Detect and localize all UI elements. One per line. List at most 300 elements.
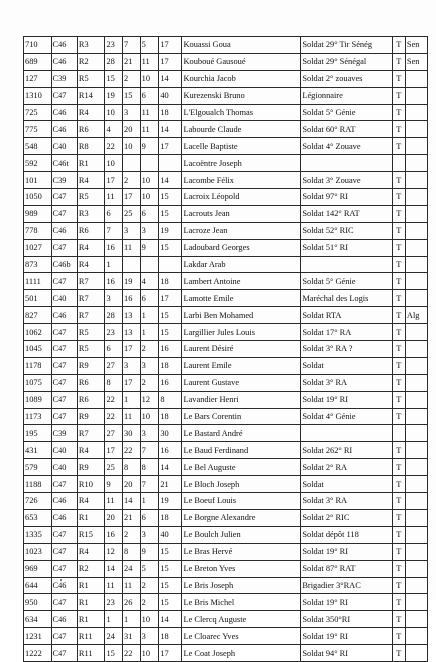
row-code-cell: R4 bbox=[77, 493, 105, 510]
margin-speck bbox=[60, 579, 62, 581]
grave-number-cell: 1045 bbox=[24, 341, 52, 358]
rank-unit-cell: Soldat 29° Sénégal bbox=[301, 53, 392, 70]
origin-code-cell bbox=[405, 189, 427, 206]
cemetery-code-cell: C47 bbox=[51, 645, 77, 662]
col-a-cell: 16 bbox=[105, 273, 123, 290]
col-b-cell: 2 bbox=[123, 526, 141, 543]
grave-number-cell: 579 bbox=[24, 459, 52, 476]
cemetery-code-cell: C40 bbox=[51, 442, 77, 459]
col-a-cell: 3 bbox=[105, 290, 123, 307]
col-c-cell: 11 bbox=[140, 104, 159, 121]
grave-number-cell: 726 bbox=[24, 493, 52, 510]
col-c-cell: 10 bbox=[140, 408, 159, 425]
col-d-cell: 14 bbox=[159, 459, 182, 476]
soldier-name-cell: Labourde Claude bbox=[182, 121, 301, 138]
cemetery-code-cell: C46b bbox=[51, 256, 77, 273]
col-d-cell: 15 bbox=[159, 560, 182, 577]
origin-code-cell bbox=[405, 594, 427, 611]
col-b-cell: 8 bbox=[123, 459, 141, 476]
col-b-cell: 22 bbox=[123, 645, 141, 662]
table-row bbox=[24, 509, 428, 526]
col-a-cell: 23 bbox=[105, 594, 123, 611]
status-code-cell: T bbox=[392, 391, 405, 408]
col-d-cell: 19 bbox=[159, 222, 182, 239]
cemetery-code-cell: C39 bbox=[51, 425, 77, 442]
col-d-cell: 17 bbox=[159, 53, 182, 70]
col-c-cell: 6 bbox=[140, 87, 159, 104]
col-b-cell: 3 bbox=[123, 222, 141, 239]
col-a-cell: 22 bbox=[105, 138, 123, 155]
origin-code-cell bbox=[405, 155, 427, 172]
table-row bbox=[24, 138, 428, 155]
grave-number-cell: 501 bbox=[24, 290, 52, 307]
soldier-name-cell: Kouassi Goua bbox=[182, 37, 301, 54]
row-code-cell: R2 bbox=[77, 53, 105, 70]
row-code-cell: R11 bbox=[77, 645, 105, 662]
status-code-cell: T bbox=[392, 189, 405, 206]
table-row bbox=[24, 408, 428, 425]
col-a-cell: 11 bbox=[105, 189, 123, 206]
soldier-name-cell: Lacombe Félix bbox=[182, 172, 301, 189]
col-a-cell: 12 bbox=[105, 543, 123, 560]
status-code-cell bbox=[392, 155, 405, 172]
col-d-cell: 15 bbox=[159, 205, 182, 222]
col-c-cell: 3 bbox=[140, 357, 159, 374]
table-row bbox=[24, 37, 428, 54]
grave-number-cell: 775 bbox=[24, 121, 52, 138]
col-d-cell bbox=[159, 256, 182, 273]
origin-code-cell: Alg bbox=[405, 307, 427, 324]
grave-number-cell: 101 bbox=[24, 172, 52, 189]
rank-unit-cell bbox=[301, 155, 392, 172]
status-code-cell: T bbox=[392, 526, 405, 543]
origin-code-cell bbox=[405, 172, 427, 189]
status-code-cell: T bbox=[392, 205, 405, 222]
origin-code-cell bbox=[405, 543, 427, 560]
origin-code-cell bbox=[405, 121, 427, 138]
col-d-cell: 17 bbox=[159, 645, 182, 662]
row-code-cell: R2 bbox=[77, 560, 105, 577]
origin-code-cell bbox=[405, 324, 427, 341]
cemetery-code-cell: C46 bbox=[51, 577, 77, 594]
row-code-cell: R6 bbox=[77, 121, 105, 138]
origin-code-cell bbox=[405, 357, 427, 374]
table-row bbox=[24, 442, 428, 459]
status-code-cell: T bbox=[392, 476, 405, 493]
cemetery-code-cell: C46 bbox=[51, 37, 77, 54]
cemetery-code-cell: C40 bbox=[51, 290, 77, 307]
col-d-cell: 18 bbox=[159, 104, 182, 121]
status-code-cell: T bbox=[392, 594, 405, 611]
origin-code-cell bbox=[405, 442, 427, 459]
col-d-cell: 40 bbox=[159, 526, 182, 543]
rank-unit-cell: Soldat 2° RA bbox=[301, 459, 392, 476]
cemetery-code-cell: C46 bbox=[51, 493, 77, 510]
row-code-cell: R4 bbox=[77, 543, 105, 560]
soldier-name-cell: Laurent Gustave bbox=[182, 374, 301, 391]
row-code-cell: R15 bbox=[77, 526, 105, 543]
col-b-cell: 25 bbox=[123, 205, 141, 222]
cemetery-code-cell: C40 bbox=[51, 459, 77, 476]
grave-number-cell: 827 bbox=[24, 307, 52, 324]
rank-unit-cell: Soldat 3° RA bbox=[301, 493, 392, 510]
col-b-cell: 10 bbox=[123, 138, 141, 155]
soldier-name-cell: Le Bastard André bbox=[182, 425, 301, 442]
col-c-cell: 3 bbox=[140, 222, 159, 239]
col-a-cell: 22 bbox=[105, 391, 123, 408]
table-row bbox=[24, 70, 428, 87]
grave-number-cell: 644 bbox=[24, 577, 52, 594]
soldier-name-cell: Lacroix Léopold bbox=[182, 189, 301, 206]
status-code-cell: T bbox=[392, 324, 405, 341]
rank-unit-cell: Soldat 5° Génie bbox=[301, 104, 392, 121]
origin-code-cell bbox=[405, 290, 427, 307]
grave-number-cell: 1178 bbox=[24, 357, 52, 374]
register-rows bbox=[24, 37, 428, 662]
row-code-cell: R8 bbox=[77, 138, 105, 155]
soldier-name-cell: Le Bloch Joseph bbox=[182, 476, 301, 493]
col-b-cell: 21 bbox=[123, 53, 141, 70]
status-code-cell: T bbox=[392, 222, 405, 239]
soldier-name-cell: Lavandier Henri bbox=[182, 391, 301, 408]
col-b-cell: 26 bbox=[123, 594, 141, 611]
cemetery-code-cell: C47 bbox=[51, 391, 77, 408]
rank-unit-cell: Soldat 17° RA bbox=[301, 324, 392, 341]
col-d-cell: 18 bbox=[159, 273, 182, 290]
rank-unit-cell: Soldat 2° zouaves bbox=[301, 70, 392, 87]
row-code-cell: R4 bbox=[77, 442, 105, 459]
grave-number-cell: 689 bbox=[24, 53, 52, 70]
col-d-cell: 17 bbox=[159, 290, 182, 307]
col-a-cell: 16 bbox=[105, 526, 123, 543]
soldier-name-cell: Kourchia Jacob bbox=[182, 70, 301, 87]
row-code-cell: R14 bbox=[77, 87, 105, 104]
soldier-name-cell: Lacroze Jean bbox=[182, 222, 301, 239]
grave-number-cell: 1027 bbox=[24, 239, 52, 256]
col-c-cell: 9 bbox=[140, 138, 159, 155]
col-b-cell: 1 bbox=[123, 611, 141, 628]
col-c-cell: 5 bbox=[140, 560, 159, 577]
row-code-cell: R3 bbox=[77, 37, 105, 54]
status-code-cell: T bbox=[392, 408, 405, 425]
col-c-cell: 7 bbox=[140, 476, 159, 493]
table-row bbox=[24, 172, 428, 189]
origin-code-cell bbox=[405, 239, 427, 256]
col-c-cell: 10 bbox=[140, 70, 159, 87]
rank-unit-cell: Soldat 350°RI bbox=[301, 611, 392, 628]
grave-number-cell: 653 bbox=[24, 509, 52, 526]
cemetery-code-cell: C47 bbox=[51, 476, 77, 493]
row-code-cell: R5 bbox=[77, 70, 105, 87]
cemetery-code-cell: C46 bbox=[51, 121, 77, 138]
col-b-cell: 7 bbox=[123, 37, 141, 54]
row-code-cell: R6 bbox=[77, 374, 105, 391]
status-code-cell: T bbox=[392, 307, 405, 324]
col-b-cell: 20 bbox=[123, 476, 141, 493]
grave-number-cell: 1075 bbox=[24, 374, 52, 391]
table-row bbox=[24, 560, 428, 577]
grave-number-cell: 989 bbox=[24, 205, 52, 222]
row-code-cell: R10 bbox=[77, 476, 105, 493]
table-row bbox=[24, 357, 428, 374]
soldier-name-cell: Lamotte Emile bbox=[182, 290, 301, 307]
col-d-cell: 16 bbox=[159, 442, 182, 459]
table-row bbox=[24, 307, 428, 324]
table-row bbox=[24, 493, 428, 510]
col-c-cell: 11 bbox=[140, 53, 159, 70]
col-d-cell: 18 bbox=[159, 628, 182, 645]
col-b-cell: 15 bbox=[123, 87, 141, 104]
status-code-cell: T bbox=[392, 53, 405, 70]
col-b-cell: 17 bbox=[123, 341, 141, 358]
col-b-cell: 3 bbox=[123, 357, 141, 374]
col-a-cell: 1 bbox=[105, 256, 123, 273]
table-row bbox=[24, 104, 428, 121]
status-code-cell: T bbox=[392, 577, 405, 594]
cemetery-code-cell: C47 bbox=[51, 594, 77, 611]
rank-unit-cell: Soldat 2° RIC bbox=[301, 509, 392, 526]
col-a-cell: 27 bbox=[105, 357, 123, 374]
col-b-cell: 2 bbox=[123, 70, 141, 87]
col-a-cell: 11 bbox=[105, 493, 123, 510]
col-d-cell: 17 bbox=[159, 37, 182, 54]
rank-unit-cell: Brigadier 3°RAC bbox=[301, 577, 392, 594]
col-a-cell: 8 bbox=[105, 374, 123, 391]
origin-code-cell bbox=[405, 509, 427, 526]
col-d-cell: 15 bbox=[159, 239, 182, 256]
col-a-cell: 23 bbox=[105, 324, 123, 341]
status-code-cell: T bbox=[392, 172, 405, 189]
status-code-cell: T bbox=[392, 121, 405, 138]
col-b-cell: 20 bbox=[123, 121, 141, 138]
origin-code-cell bbox=[405, 628, 427, 645]
soldier-name-cell: Ladoubard Georges bbox=[182, 239, 301, 256]
status-code-cell: T bbox=[392, 290, 405, 307]
rank-unit-cell: Soldat 94° RI bbox=[301, 645, 392, 662]
rank-unit-cell: Soldat bbox=[301, 357, 392, 374]
burial-register-table bbox=[23, 36, 428, 662]
row-code-cell: R9 bbox=[77, 459, 105, 476]
status-code-cell: T bbox=[392, 87, 405, 104]
rank-unit-cell: Soldat 60° RAT bbox=[301, 121, 392, 138]
cemetery-code-cell: C46t bbox=[51, 155, 77, 172]
row-code-cell: R5 bbox=[77, 341, 105, 358]
soldier-name-cell: Kouboué Gausoué bbox=[182, 53, 301, 70]
col-d-cell: 18 bbox=[159, 357, 182, 374]
col-b-cell: 17 bbox=[123, 189, 141, 206]
grave-number-cell: 1222 bbox=[24, 645, 52, 662]
col-c-cell bbox=[140, 155, 159, 172]
col-c-cell: 10 bbox=[140, 189, 159, 206]
table-row bbox=[24, 239, 428, 256]
table-row bbox=[24, 205, 428, 222]
rank-unit-cell: Soldat 262° RI bbox=[301, 442, 392, 459]
col-a-cell: 9 bbox=[105, 476, 123, 493]
origin-code-cell: Sen bbox=[405, 53, 427, 70]
origin-code-cell bbox=[405, 70, 427, 87]
grave-number-cell: 1023 bbox=[24, 543, 52, 560]
row-code-cell: R1 bbox=[77, 155, 105, 172]
col-d-cell: 15 bbox=[159, 594, 182, 611]
col-d-cell: 17 bbox=[159, 138, 182, 155]
status-code-cell: T bbox=[392, 138, 405, 155]
col-b-cell: 31 bbox=[123, 628, 141, 645]
row-code-cell: R1 bbox=[77, 509, 105, 526]
soldier-name-cell: Le Bris Michel bbox=[182, 594, 301, 611]
status-code-cell: T bbox=[392, 273, 405, 290]
origin-code-cell bbox=[405, 374, 427, 391]
row-code-cell: R1 bbox=[77, 594, 105, 611]
col-d-cell: 15 bbox=[159, 307, 182, 324]
col-a-cell: 6 bbox=[105, 341, 123, 358]
rank-unit-cell: Soldat 19° RI bbox=[301, 594, 392, 611]
soldier-name-cell: Le Clercq Auguste bbox=[182, 611, 301, 628]
table-row bbox=[24, 611, 428, 628]
status-code-cell: T bbox=[392, 357, 405, 374]
col-b-cell: 11 bbox=[123, 408, 141, 425]
soldier-name-cell: Lacrouts Jean bbox=[182, 205, 301, 222]
soldier-name-cell: Le Cloarec Yves bbox=[182, 628, 301, 645]
soldier-name-cell: Kurezenski Bruno bbox=[182, 87, 301, 104]
col-b-cell: 2 bbox=[123, 172, 141, 189]
soldier-name-cell: Le Bras Hervé bbox=[182, 543, 301, 560]
status-code-cell: T bbox=[392, 560, 405, 577]
soldier-name-cell: Largillier Jules Louis bbox=[182, 324, 301, 341]
origin-code-cell bbox=[405, 560, 427, 577]
col-c-cell: 9 bbox=[140, 543, 159, 560]
col-a-cell: 4 bbox=[105, 121, 123, 138]
table-row bbox=[24, 594, 428, 611]
row-code-cell: R3 bbox=[77, 205, 105, 222]
origin-code-cell bbox=[405, 256, 427, 273]
row-code-cell: R1 bbox=[77, 611, 105, 628]
col-d-cell: 15 bbox=[159, 577, 182, 594]
grave-number-cell: 725 bbox=[24, 104, 52, 121]
rank-unit-cell bbox=[301, 256, 392, 273]
origin-code-cell bbox=[405, 577, 427, 594]
table-row bbox=[24, 374, 428, 391]
status-code-cell: T bbox=[392, 543, 405, 560]
col-b-cell: 24 bbox=[123, 560, 141, 577]
row-code-cell: R1 bbox=[77, 577, 105, 594]
col-a-cell: 24 bbox=[105, 628, 123, 645]
row-code-cell: R7 bbox=[77, 273, 105, 290]
origin-code-cell bbox=[405, 408, 427, 425]
row-code-cell: R4 bbox=[77, 256, 105, 273]
rank-unit-cell: Soldat 3° Zouave bbox=[301, 172, 392, 189]
origin-code-cell bbox=[405, 645, 427, 662]
col-b-cell: 22 bbox=[123, 442, 141, 459]
cemetery-code-cell: C47 bbox=[51, 560, 77, 577]
col-b-cell: 11 bbox=[123, 239, 141, 256]
col-a-cell: 7 bbox=[105, 222, 123, 239]
col-c-cell: 2 bbox=[140, 341, 159, 358]
col-c-cell: 1 bbox=[140, 493, 159, 510]
col-c-cell: 6 bbox=[140, 205, 159, 222]
soldier-name-cell: Le Bars Corentin bbox=[182, 408, 301, 425]
soldier-name-cell: Lacoëntre Joseph bbox=[182, 155, 301, 172]
rank-unit-cell: Soldat 29° Tir Sénég bbox=[301, 37, 392, 54]
rank-unit-cell: Soldat 4° Génie bbox=[301, 408, 392, 425]
row-code-cell: R6 bbox=[77, 391, 105, 408]
cemetery-code-cell: C47 bbox=[51, 87, 77, 104]
rank-unit-cell: Maréchal des Logis bbox=[301, 290, 392, 307]
col-a-cell: 10 bbox=[105, 155, 123, 172]
soldier-name-cell: Le Breton Yves bbox=[182, 560, 301, 577]
col-a-cell: 17 bbox=[105, 442, 123, 459]
cemetery-code-cell: C47 bbox=[51, 324, 77, 341]
origin-code-cell bbox=[405, 459, 427, 476]
col-d-cell: 16 bbox=[159, 374, 182, 391]
status-code-cell: T bbox=[392, 509, 405, 526]
origin-code-cell bbox=[405, 526, 427, 543]
origin-code-cell bbox=[405, 138, 427, 155]
col-d-cell: 21 bbox=[159, 476, 182, 493]
grave-number-cell: 127 bbox=[24, 70, 52, 87]
col-d-cell bbox=[159, 155, 182, 172]
col-b-cell: 3 bbox=[123, 104, 141, 121]
table-row bbox=[24, 459, 428, 476]
col-d-cell: 40 bbox=[159, 87, 182, 104]
table-row bbox=[24, 121, 428, 138]
cemetery-code-cell: C47 bbox=[51, 526, 77, 543]
cemetery-code-cell: C39 bbox=[51, 172, 77, 189]
table-row bbox=[24, 543, 428, 560]
col-c-cell: 12 bbox=[140, 391, 159, 408]
col-a-cell: 14 bbox=[105, 560, 123, 577]
status-code-cell: T bbox=[392, 459, 405, 476]
rank-unit-cell: Légionnaire bbox=[301, 87, 392, 104]
table-row bbox=[24, 273, 428, 290]
col-a-cell: 17 bbox=[105, 172, 123, 189]
soldier-name-cell: Larbi Ben Mohamed bbox=[182, 307, 301, 324]
grave-number-cell: 1188 bbox=[24, 476, 52, 493]
status-code-cell: T bbox=[392, 37, 405, 54]
origin-code-cell bbox=[405, 205, 427, 222]
col-d-cell: 14 bbox=[159, 172, 182, 189]
col-c-cell bbox=[140, 256, 159, 273]
row-code-cell: R5 bbox=[77, 189, 105, 206]
soldier-name-cell: Le Bel Auguste bbox=[182, 459, 301, 476]
col-d-cell: 15 bbox=[159, 189, 182, 206]
cemetery-code-cell: C46 bbox=[51, 509, 77, 526]
cemetery-code-cell: C47 bbox=[51, 205, 77, 222]
row-code-cell: R7 bbox=[77, 425, 105, 442]
rank-unit-cell: Soldat 97° RI bbox=[301, 189, 392, 206]
table-row bbox=[24, 256, 428, 273]
table-row bbox=[24, 341, 428, 358]
rank-unit-cell: Soldat 3° RA bbox=[301, 374, 392, 391]
cemetery-code-cell: C46 bbox=[51, 222, 77, 239]
col-c-cell: 8 bbox=[140, 459, 159, 476]
table-row bbox=[24, 87, 428, 104]
row-code-cell: R4 bbox=[77, 239, 105, 256]
rank-unit-cell: Soldat 19° RI bbox=[301, 543, 392, 560]
status-code-cell: T bbox=[392, 374, 405, 391]
grave-number-cell: 950 bbox=[24, 594, 52, 611]
table-row bbox=[24, 425, 428, 442]
col-a-cell: 22 bbox=[105, 408, 123, 425]
col-b-cell: 13 bbox=[123, 324, 141, 341]
origin-code-cell bbox=[405, 476, 427, 493]
col-c-cell: 3 bbox=[140, 628, 159, 645]
origin-code-cell bbox=[405, 391, 427, 408]
col-b-cell: 30 bbox=[123, 425, 141, 442]
table-row bbox=[24, 391, 428, 408]
origin-code-cell bbox=[405, 341, 427, 358]
rank-unit-cell: Soldat RTA bbox=[301, 307, 392, 324]
table-row bbox=[24, 53, 428, 70]
